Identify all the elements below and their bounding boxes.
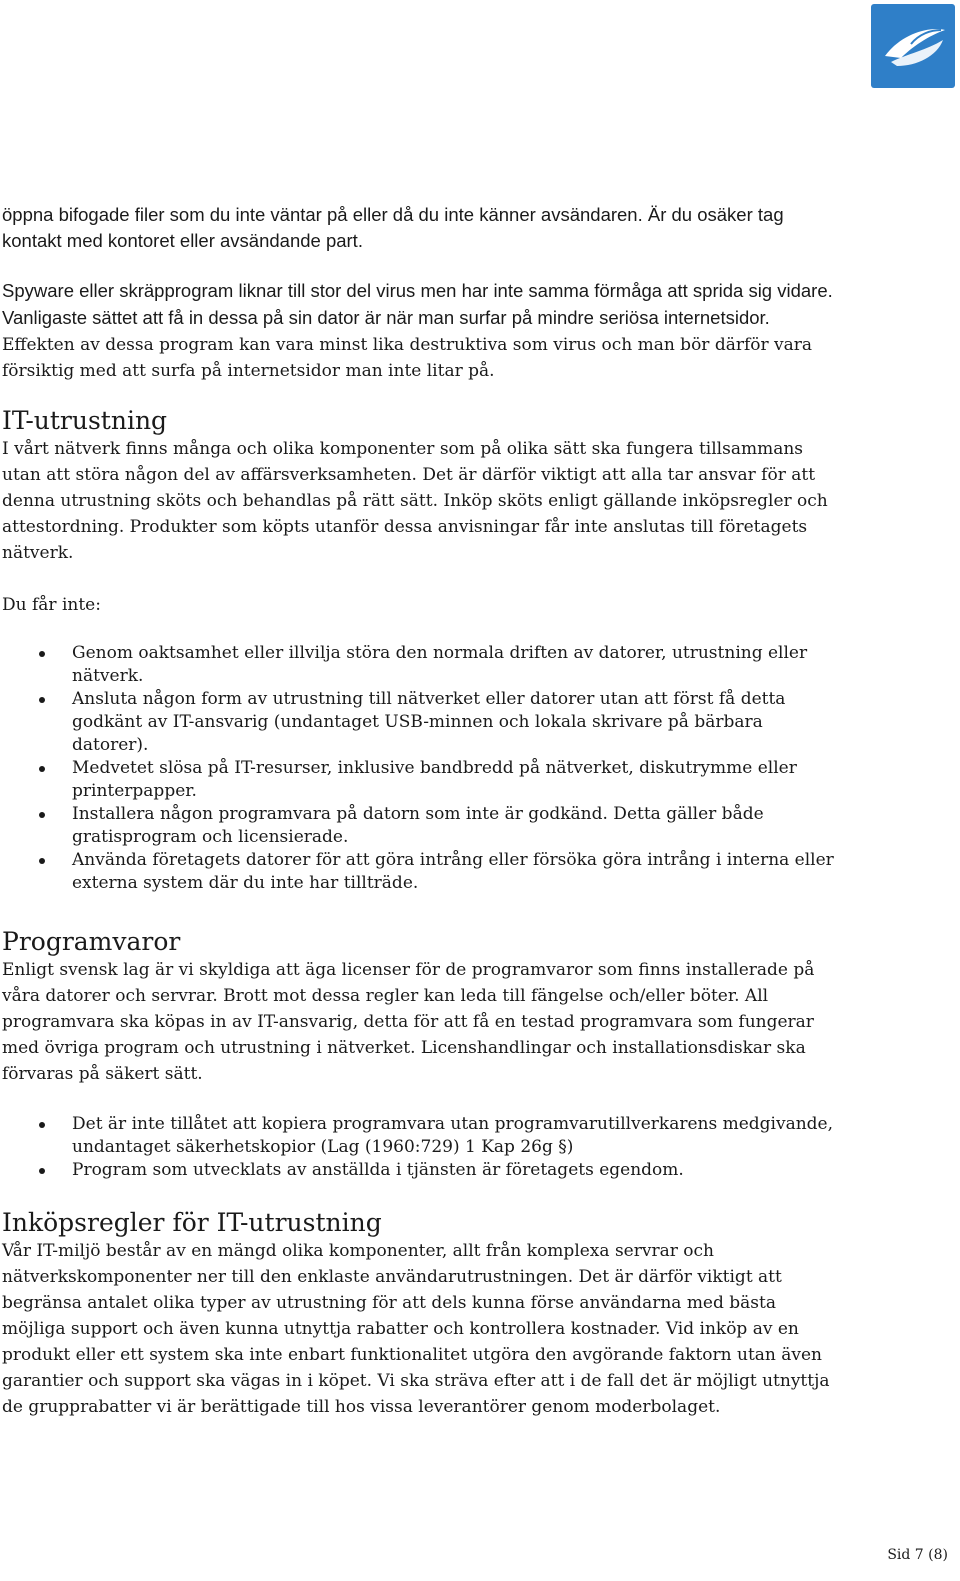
list-item-text: Det är inte tillåtet att kopiera programvara utan programvarutillverkarens medgivande, undantaget säkerhetskopior (Lag (1960:729) 1 Kap 26g §) — [72, 1114, 834, 1157]
paragraph-attachments: öppna bifogade filer som du inte väntar på eller då du inte känner avsändaren. Är du osäker tag kontakt med kontoret eller avsändande part. — [2, 204, 784, 251]
heading-purchase-rules: Inköpsregler för IT-utrustning — [2, 1208, 382, 1237]
paragraph-spyware-part2: Effekten av dessa program kan vara minst lika destruktiva som virus och man bör därför vara försiktig med att surfa på internetsidor man inte litar på. — [2, 335, 813, 381]
paragraph-spyware — [2, 278, 842, 384]
list-item — [2, 757, 842, 803]
list-item — [2, 803, 842, 849]
list-item — [2, 1113, 842, 1159]
leaf-logo-icon — [871, 4, 955, 88]
list-item-text: Installera någon programvara på datorn som inte är godkänd. Detta gäller både gratisprogram och licensierade. — [72, 804, 764, 847]
list-item-text: Program som utvecklats av anställda i tjänsten är företagets egendom. — [72, 1160, 684, 1180]
paragraph-it-equipment: I vårt nätverk finns många och olika komponenter som på olika sätt ska fungera tillsammans utan att störa någon del av affärsverksamheten. Det är därför viktigt att alla tar ansvar för att denna utrustning sköts och behandlas på rätt sätt. Inköp sköts enligt gällande inköpsregler och attestordning. Produkter som köpts utanför dessa anvisningar får inte anslutas till företagets nätverk. — [2, 439, 828, 563]
list-item — [2, 688, 842, 757]
paragraph-purchase-rules: Vår IT-miljö består av en mängd olika komponenter, allt från komplexa servrar och nätverkskomponenter ner till den enklaste användarutrustningen. Det är därför viktigt att begränsa antalet olika typer av utrustning för att dels kunna förse användarna med bästa möjliga support och även kunna utnyttja rabatter och kontrollera kostnader. Vid inköp av en produkt eller ett system ska inte enbart funktionalitet utgöra den avgörande faktorn utan även garantier och support ska vägas in i köpet. Vi ska sträva efter att i de fall det är möjligt utnyttja de grupprabatter vi är berättigade till hos vissa leverantörer genom moderbolaget. — [2, 1241, 830, 1417]
list-item — [2, 849, 842, 895]
paragraph-not-allowed-intro: Du får inte: — [2, 595, 101, 615]
bullet-icon — [39, 858, 45, 864]
list-item-text: Medvetet slösa på IT-resurser, inklusive bandbredd på nätverket, diskutrymme eller printerpapper. — [72, 758, 797, 801]
list-item — [2, 1159, 842, 1182]
bullet-icon — [39, 697, 45, 703]
bullet-icon — [39, 1168, 45, 1174]
list-not-allowed — [2, 642, 842, 895]
list-item-text: Genom oaktsamhet eller illvilja störa den normala driften av datorer, utrustning eller nätverk. — [72, 643, 808, 686]
list-software — [2, 1113, 842, 1182]
bullet-icon — [39, 812, 45, 818]
list-item-text: Använda företagets datorer för att göra intrång eller försöka göra intrång i interna eller externa system där du inte har tillträde. — [72, 850, 834, 893]
bullet-icon — [39, 1122, 45, 1128]
document-body — [2, 202, 842, 1420]
list-item-text: Ansluta någon form av utrustning till nätverket eller datorer utan att först få detta godkänt av IT-ansvarig (undantaget USB-minnen och lokala skrivare på bärbara datorer). — [72, 689, 786, 755]
heading-it-equipment: IT-utrustning — [2, 406, 168, 435]
heading-software: Programvaror — [2, 927, 181, 956]
bullet-icon — [39, 766, 45, 772]
list-item — [2, 642, 842, 688]
bullet-icon — [39, 651, 45, 657]
paragraph-spyware-part1: Spyware eller skräpprogram liknar till stor del virus men har inte samma förmåga att sprida sig vidare. Vanligaste sättet att få in dessa på sin dator är när man surfar på mindre seriösa internetsidor. — [2, 280, 833, 328]
company-logo — [871, 4, 955, 88]
page-number: Sid 7 (8) — [887, 1547, 948, 1563]
paragraph-software: Enligt svensk lag är vi skyldiga att äga licenser för de programvaror som finns installerade på våra datorer och servrar. Brott mot dessa regler kan leda till fängelse och/eller böter. All programvara ska köpas in av IT-ansvarig, detta för att få en testad programvara som fungerar med övriga program och utrustning i nätverket. Licenshandlingar och installationsdiskar ska förvaras på säkert sätt. — [2, 960, 815, 1084]
